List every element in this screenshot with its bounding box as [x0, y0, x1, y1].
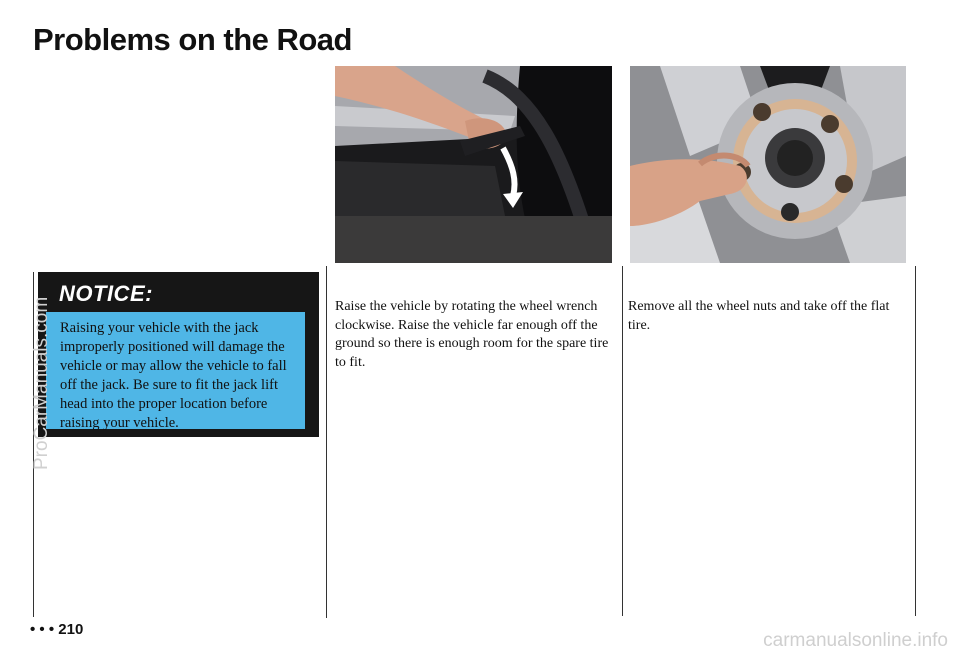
column-rule-middle — [326, 266, 327, 618]
page-title: Problems on the Road — [33, 22, 352, 57]
photo-jack-wrench — [335, 66, 612, 263]
step-caption-remove-nuts: Remove all the wheel nuts and take off the flat tire. — [628, 299, 890, 333]
photo-wheel-nuts — [630, 66, 906, 263]
column-rule-right — [622, 266, 623, 616]
step-caption-raise-vehicle: Raise the vehicle by rotating the wheel wrench clockwise. Raise the vehicle far enough off the ground so there is enough room for the spare tire to fit. — [335, 299, 609, 370]
page-number: • • • 210 — [30, 621, 84, 638]
watermark-side: ProCarManuals.com — [31, 296, 52, 470]
notice-box — [38, 272, 319, 437]
column-rule-far-right — [915, 266, 916, 616]
notice-heading: NOTICE: — [59, 281, 153, 306]
watermark-footer: carmanualsonline.info — [763, 630, 948, 651]
notice-text: Raising your vehicle with the jack improperly positioned will damage the vehicle or may allow the vehicle to fall off the jack. Be sure to fit the jack lift head into the proper location before raising your vehicle. — [46, 312, 305, 429]
